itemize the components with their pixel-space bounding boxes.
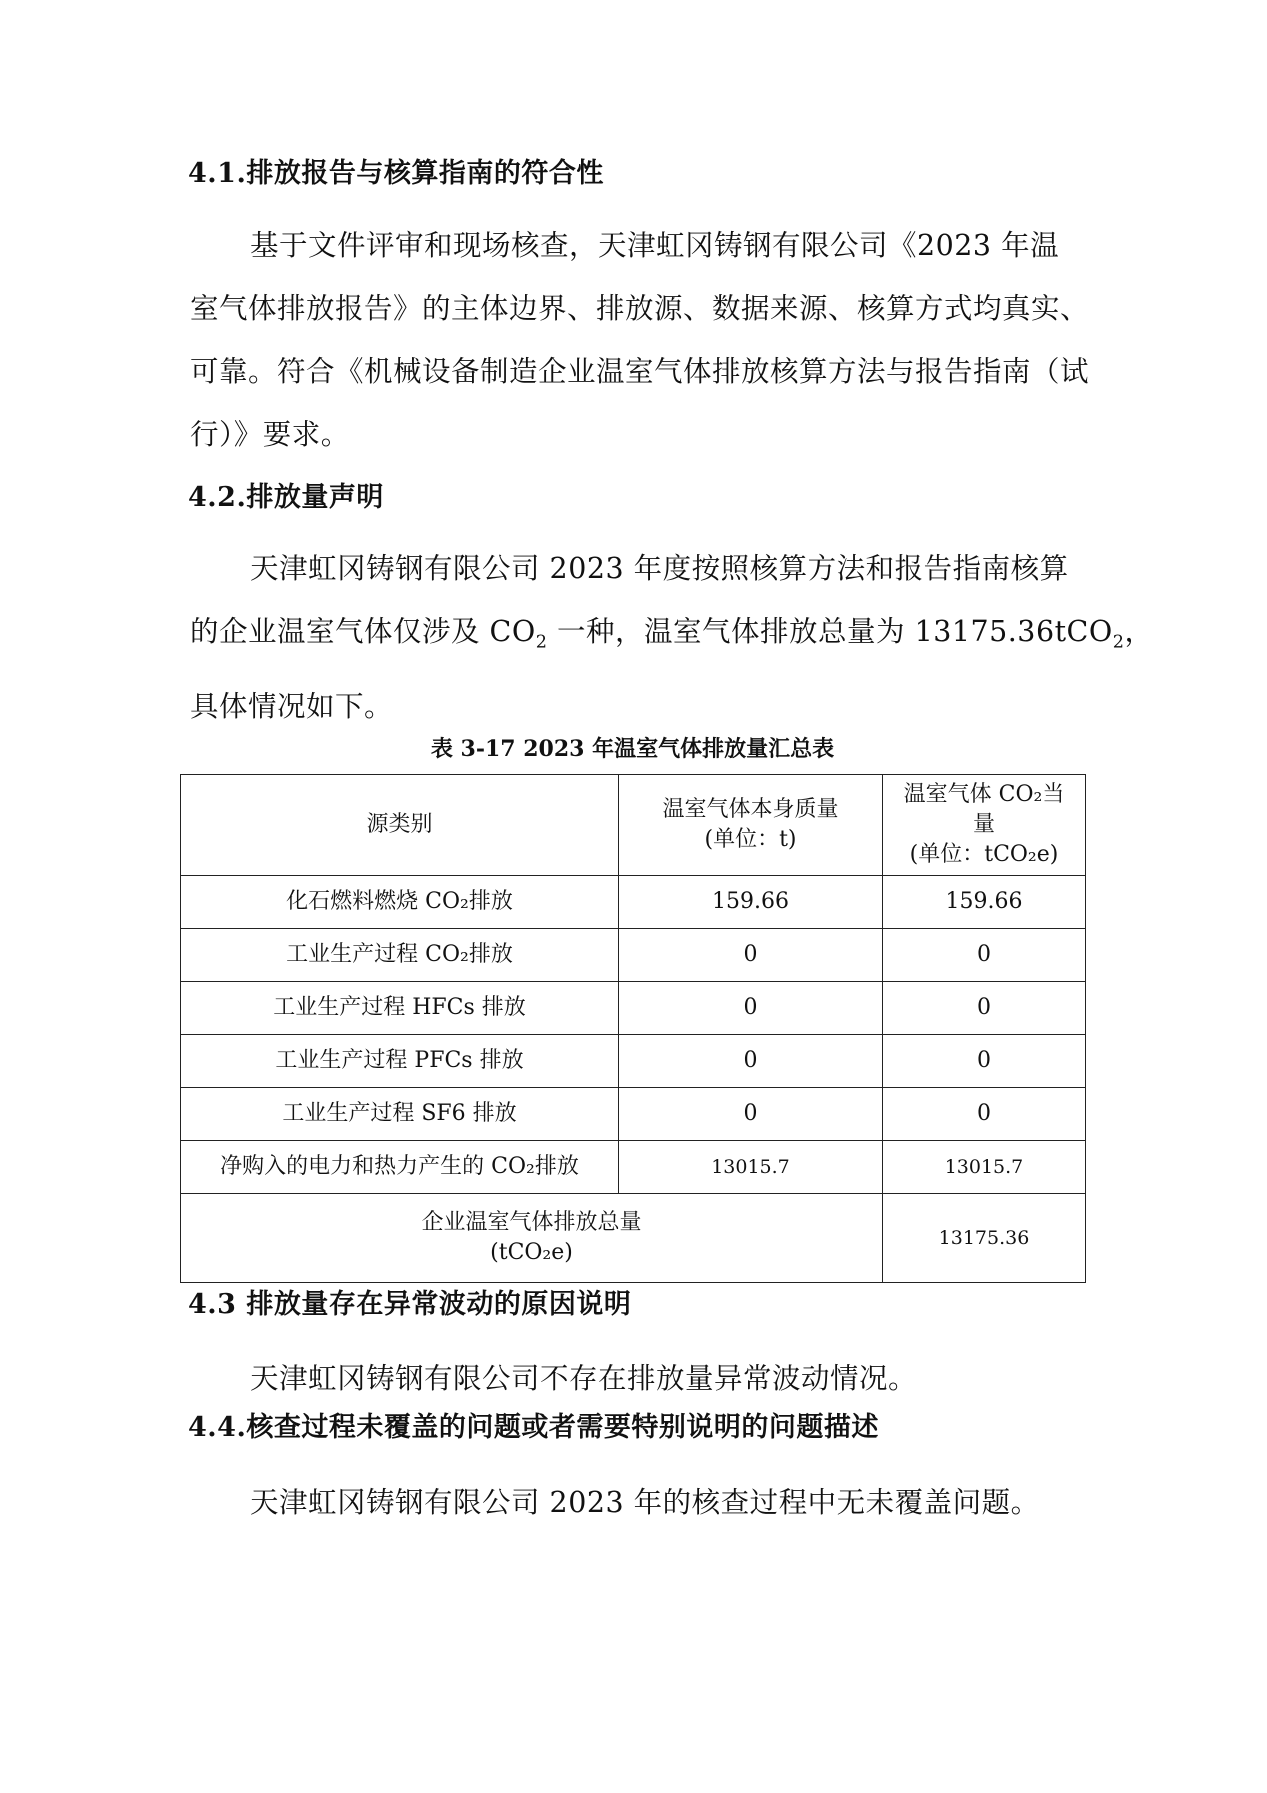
paragraph-line: [190, 600, 1154, 675]
table-total-row: [181, 1194, 1086, 1283]
header-text-line: 量: [972, 812, 995, 837]
paragraph-line: 天津虹冈铸钢有限公司不存在排放量异常波动情况。: [250, 1362, 918, 1395]
text-run: 一种，温室气体排放总量为 13175.36tCO: [547, 615, 1113, 648]
section-4-4-paragraph: [190, 1471, 1080, 1534]
table-row: [181, 876, 1086, 929]
section-4-1-paragraph: [190, 214, 1090, 466]
cell-co2e: 0: [883, 1088, 1086, 1141]
paragraph-line: 具体情况如下。: [190, 689, 394, 723]
table-header-row: [181, 775, 1086, 876]
section-heading-4-4: 4.4.核查过程未覆盖的问题或者需要特别说明的问题描述: [188, 1412, 879, 1443]
cell-mass: 13015.7: [619, 1141, 883, 1194]
table-caption: 表 3-17 2023 年温室气体排放量汇总表: [430, 736, 835, 762]
header-text-line: (单位：tCO₂e): [909, 842, 1059, 867]
header-cell-co2e: [883, 775, 1086, 876]
table-row: [181, 982, 1086, 1035]
cell-mass: 0: [619, 1088, 883, 1141]
section-4-3-paragraph: [190, 1347, 1080, 1410]
cell-co2e: 13015.7: [883, 1141, 1086, 1194]
section-heading-4-1: 4.1.排放报告与核算指南的符合性: [188, 158, 604, 189]
section-heading-4-2: 4.2.排放量声明: [188, 482, 384, 513]
total-value-cell: 13175.36: [883, 1194, 1086, 1283]
text-run: ，: [1124, 615, 1154, 648]
total-label-unit: (tCO₂e): [490, 1240, 573, 1265]
subscript: 2: [1112, 632, 1125, 653]
cell-source: 净购入的电力和热力产生的 CO₂排放: [181, 1141, 619, 1194]
text-run: 的企业温室气体仅涉及 CO: [190, 615, 536, 648]
table-row: [181, 1088, 1086, 1141]
paragraph-line: 行）》要求。: [190, 418, 350, 451]
section-heading-4-3: 4.3 排放量存在异常波动的原因说明: [188, 1289, 632, 1320]
cell-mass: 159.66: [619, 876, 883, 929]
table-row: [181, 1141, 1086, 1194]
header-cell-mass: [619, 775, 883, 876]
cell-source: 化石燃料燃烧 CO₂排放: [181, 876, 619, 929]
cell-mass: 0: [619, 1035, 883, 1088]
paragraph-line: 室气体排放报告》的主体边界、排放源、数据来源、核算方式均真实、: [190, 292, 1090, 325]
paragraph-line: 天津虹冈铸钢有限公司 2023 年度按照核算方法和报告指南核算: [250, 552, 1069, 585]
table-row: [181, 1035, 1086, 1088]
header-text-line: (单位：t): [704, 827, 797, 852]
total-label-line: 企业温室气体排放总量: [421, 1210, 642, 1235]
cell-co2e: 0: [883, 929, 1086, 982]
section-4-2-paragraph: [190, 537, 1154, 738]
header-text-line: 温室气体本身质量: [662, 797, 839, 822]
cell-source: 工业生产过程 SF6 排放: [181, 1088, 619, 1141]
paragraph-line: 天津虹冈铸钢有限公司 2023 年的核查过程中无未覆盖问题。: [250, 1486, 1040, 1519]
table-row: [181, 929, 1086, 982]
cell-mass: 0: [619, 982, 883, 1035]
subscript: 2: [535, 632, 548, 653]
cell-co2e: 159.66: [883, 876, 1086, 929]
cell-source: 工业生产过程 HFCs 排放: [181, 982, 619, 1035]
cell-co2e: 0: [883, 982, 1086, 1035]
cell-source: 工业生产过程 PFCs 排放: [181, 1035, 619, 1088]
total-label-cell: [181, 1194, 883, 1283]
paragraph-line: 可靠。符合《机械设备制造企业温室气体排放核算方法与报告指南（试: [190, 355, 1090, 388]
paragraph-line: 基于文件评审和现场核查，天津虹冈铸钢有限公司《2023 年温: [250, 229, 1060, 262]
cell-co2e: 0: [883, 1035, 1086, 1088]
header-cell-source: 源类别: [181, 775, 619, 876]
emissions-summary-table: [180, 774, 1086, 1283]
header-text-line: 温室气体 CO₂当: [903, 782, 1065, 807]
cell-source: 工业生产过程 CO₂排放: [181, 929, 619, 982]
cell-mass: 0: [619, 929, 883, 982]
